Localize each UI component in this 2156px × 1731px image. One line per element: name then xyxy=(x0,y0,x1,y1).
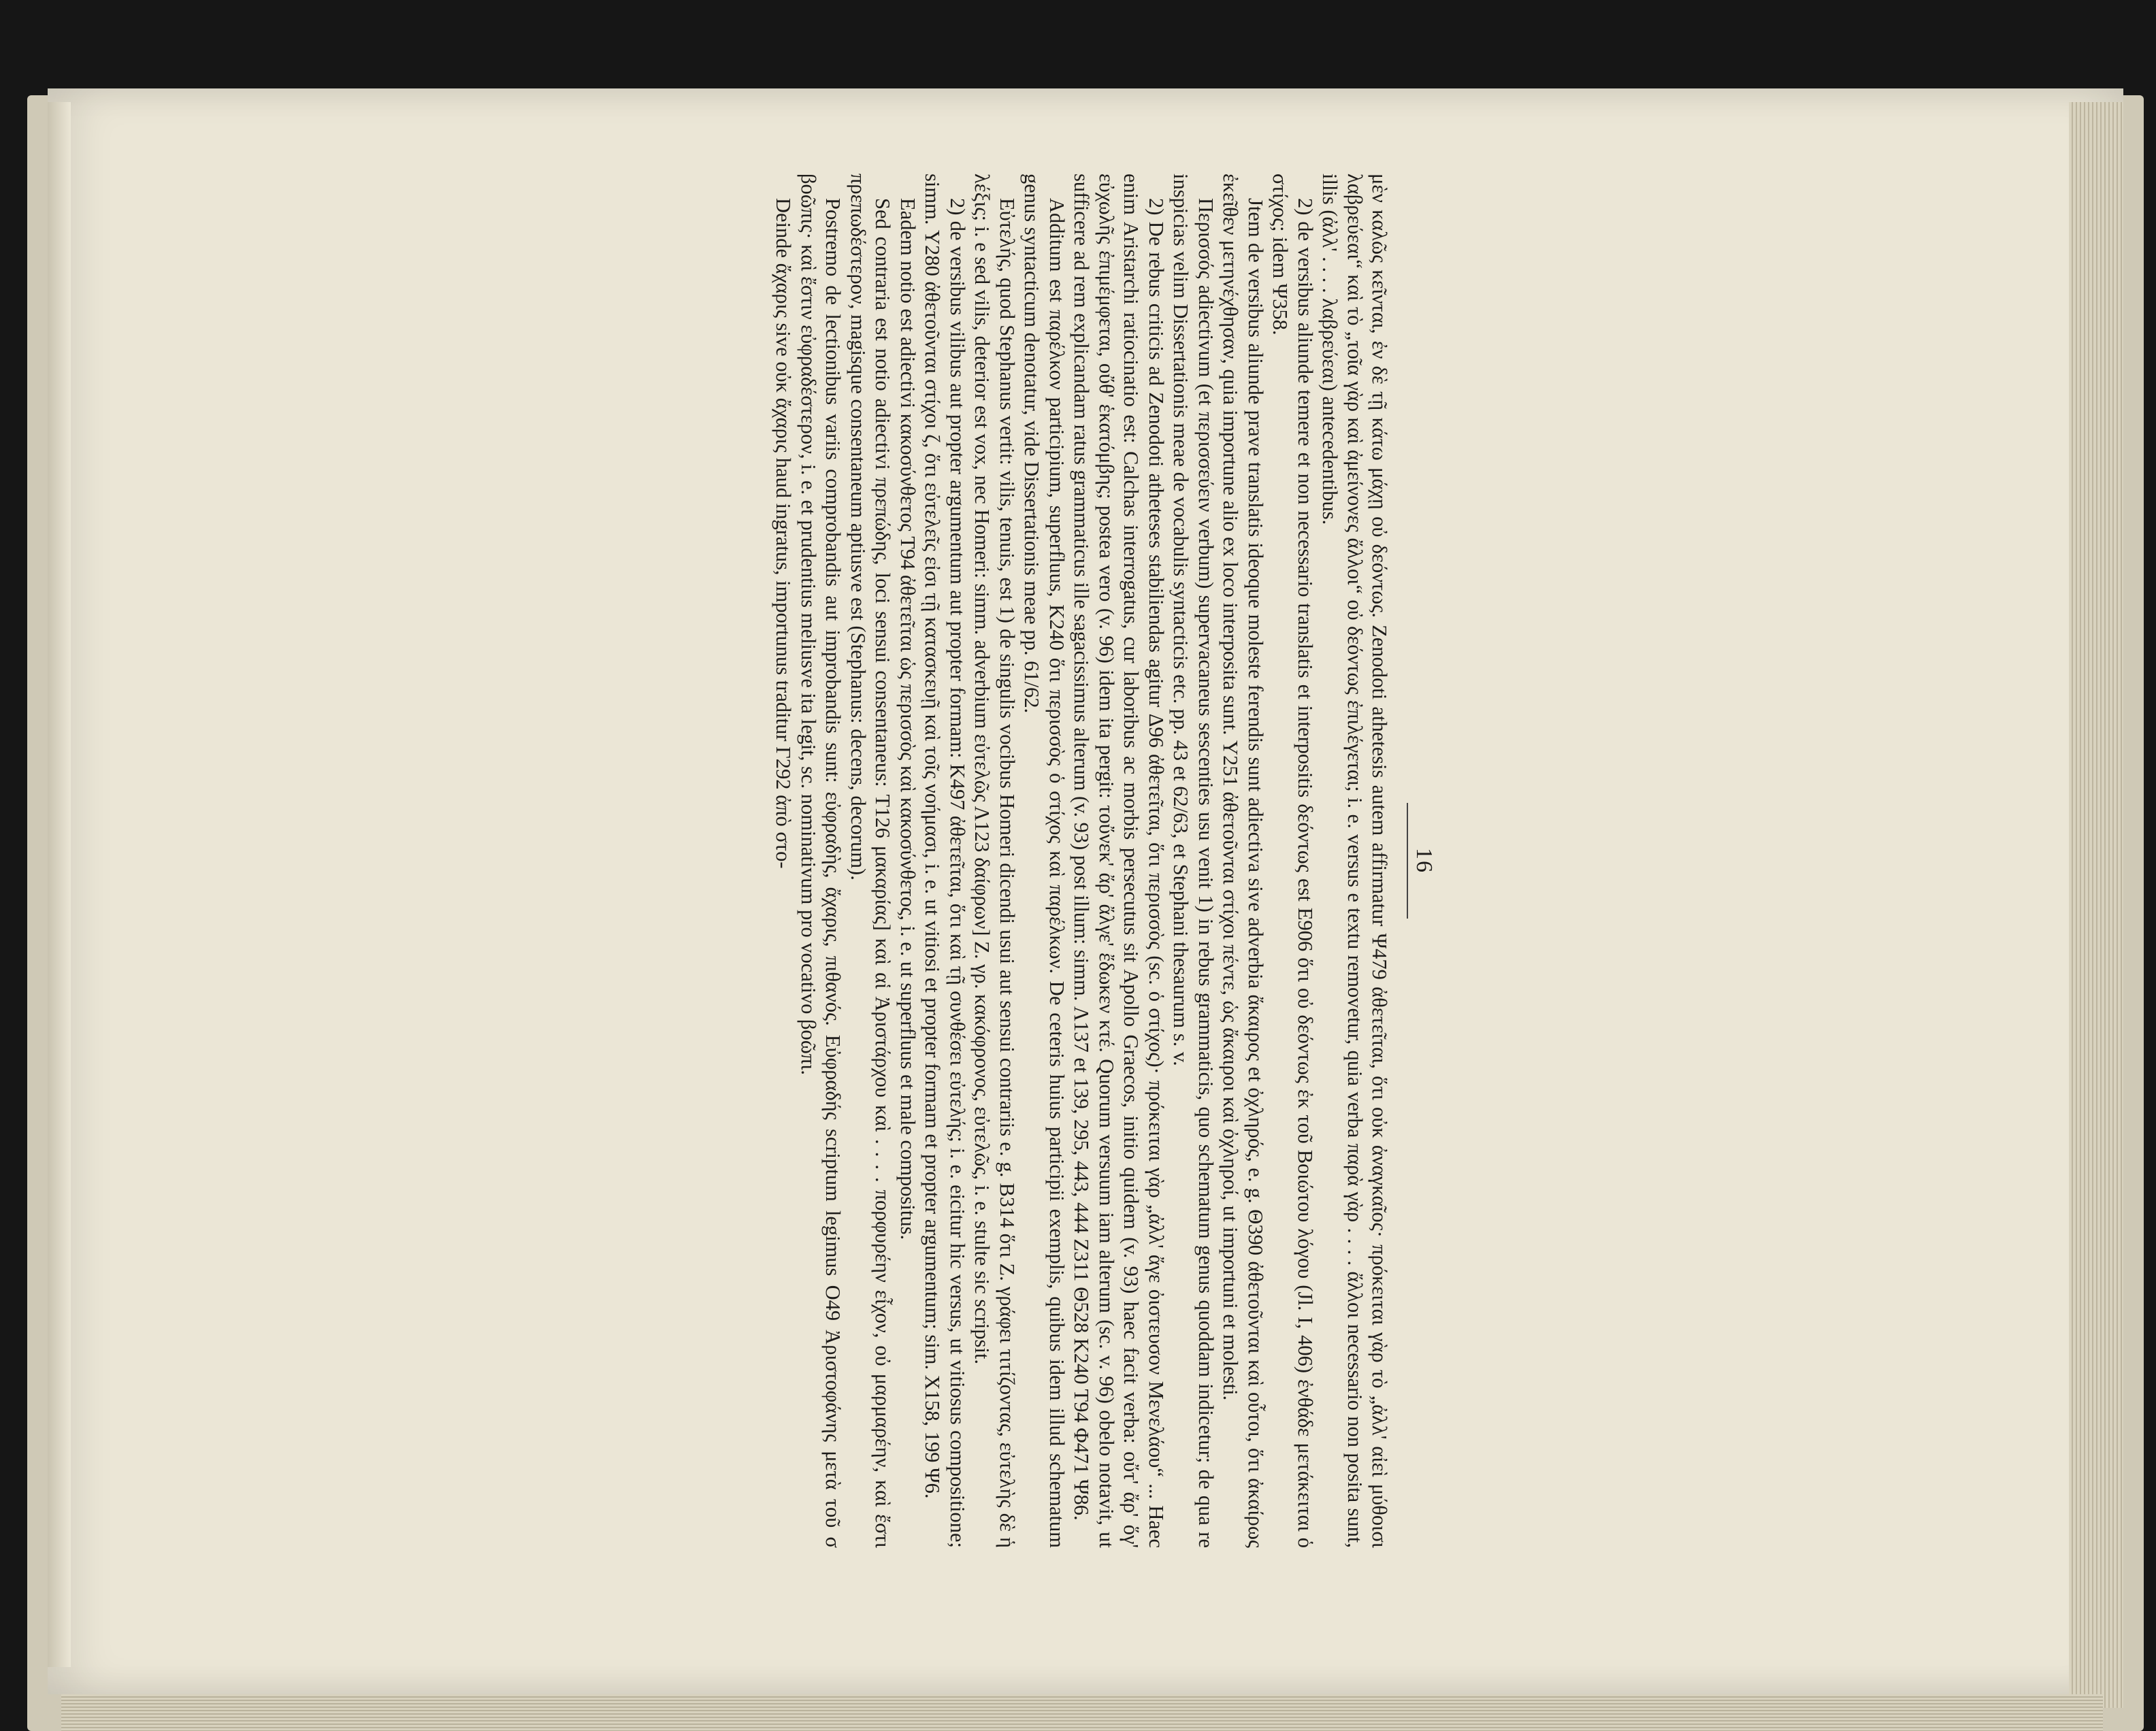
paragraph: 2) de versibus vilibus aut propter argumentum aut propter formam: Κ497 ἀθετεῖται, ὅτι καὶ τῇ συνθέσει εὐτελής; i. e. eicitur hic versus, ut vitiosus compositione; simm. Υ280 ἀθετοῦνται στίχοι ζ, ὅτι εὐτελεῖς εἰσι τῇ κατασκευῇ καὶ τοῖς νοήμασι, i. e. ut vitiosi et propter formam et propter argumentum; sim. Χ158, 199 Ψ6. xyxy=(921,174,969,1548)
paragraph: Jtem de versibus aliunde prave translatis ideoque moleste ferendis sunt adiectiva sive adverbia ἄκαιρος et ὀχληρός, e. g. Θ390 ἀθετοῦνται καὶ οὗτοι, ὅτι ἀκαίρως ἐκεῖθεν μετηνέχθησαν, quia importune alio ex loco interposita sunt. Υ251 ἀθετοῦνται στίχοι πέντε, ὡς ἄκαιροι καὶ ὀχληροί, ut importuni et molesti. xyxy=(1219,174,1267,1548)
paragraph: Περισσός adiectivum (et περισσεύειν verbum) supervacaneus sescenties usu venit 1) in rebus grammaticis, quo schematum genus quoddam indicetur; de qua re inspicias velim Dissertationis meae de vocabulis syntacticis etc. pp. 43 et 62/63, et Stephani thesaurum s. v. xyxy=(1169,174,1218,1548)
paragraph: μὲν καλῶς κεῖνται, ἐν δὲ τῇ κάτω μάχῃ οὐ δεόντως. Zenodoti athetesis autem affirmatur Ψ479 ἀθετεῖται, ὅτι οὐκ ἀναγκαῖος· πρόκειται γὰρ τὸ „ἀλλ' αἰεὶ μύθοισι λαβρεύεαι“ καὶ τὸ „τοῖα γὰρ καὶ ἀμείνονες ἄλλοι“ οὐ δεόντως ἐπιλέγεται; i. e. versus e textu removetur, quia verba παρὰ γὰρ . . . . ἄλλοι necessario non posita sunt, illis (ἀλλ' . . . . λαβρεύεαι) antecedentibus. xyxy=(1318,174,1392,1548)
paragraph: Postremo de lectionibus variis comprobandis aut improbandis sunt: εὐφραδὴς, ἄχαρις, πιθανός. Εὐφραδής scriptum legimus Ο49 Ἀριστοφάνης μετὰ τοῦ σ βοῶπις· καὶ ἔστιν εὐφραδέστερον, i. e. et prudentius meliusve ita legit, sc. nominativum pro vocativo βοῶπι. xyxy=(797,174,845,1548)
spine-shadow xyxy=(48,102,71,1667)
paragraph: 2) de versibus aliunde temere et non necessario translatis et interpositis δεόντως est Ε906 ὅτι οὐ δεόντως ἐκ τοῦ Βοιώτου λόγου (Jl. I, 406) ἐνθάδε μετάκειται ὁ στίχος; idem Ψ358. xyxy=(1269,174,1317,1548)
paragraph: Additum est παρέλκον participium, superfluus, Κ240 ὅτι περισσὸς ὁ στίχος καὶ παρέλκων. De ceteris huius participii exemplis, quibus idem illud schematum genus syntacticum denotatur, vide Dissertationis meae pp. 61/62. xyxy=(1020,174,1068,1548)
page-number: 16 xyxy=(1411,848,1437,874)
paragraph: Deinde ἄχαρις sive οὐκ ἄχαρις haud ingratus, importunus traditur Γ292 ἀπὸ στο- xyxy=(772,198,796,869)
rotated-text-block xyxy=(728,174,1436,1548)
paragraph: Sed contraria est notio adiectivi πρεπώδης, loci sensui consentaneus: Τ126 μακαρίας] καὶ αἱ Ἀριστάρχου καὶ . . . . πορφυρέην εἶχον, οὐ μαρμαρέην, καὶ ἔστι πρεπωδέστερον, magisque consentaneum aptiusve est (Stephanus: decens, decorum). xyxy=(847,174,895,1548)
body-text xyxy=(771,174,1392,1548)
paragraph: 2) De rebus criticis ad Zenodoti atheteses stabiliendas agitur Δ96 ἀθετεῖται, ὅτι περισσὸς (sc. ὁ στίχος)· πρόκειται γὰρ „ἀλλ' ἄγε ὀιστευσον Μενελάου“ ... Haec enim Aristarchi ratiocinatio est: Calchas interrogatus, cur laboribus ac morbis persecutus sit Apollo Graecos, initio quidem (v. 93) haec facit verba: οὔτ' ἄρ' ὅγ' εὐχωλῆς ἐπιμέμφεται, οὔθ' ἑκατόμβης; postea vero (v. 96) idem ita pergit: τοὔνεκ' ἄρ' ἄλγε' ἔδωκεν κτέ. Quorum versuum iam alterum (sc. v. 96) obelo notavit, ut sufficere ad rem explicandam ratus grammaticus ille sagacissimus alterum (v. 93) post illum: simm. Λ137 et 139, 295, 443, 444 Ζ311 Θ528 Κ240 Τ94 Φ471 Ψ86. xyxy=(1070,174,1168,1548)
page-stack-right xyxy=(2069,102,2123,1708)
paragraph: Εὐτελής, quod Stephanus vertit: vilis, tenuis, est 1) de singulis vocibus Homeri dicendi usui aut sensui contrariis e. g. Β314 ὅτι Ζ. γράφει τιτίζοντας, εὐτελὴς δὲ ἡ λέξις; i. e sed vilis, deterior est vox, nec Homeri: simm. adverbium εὐτελῶς Λ123 δαίφρων] Ζ. γρ. κακόφρονος, εὐτελῶς, i. e. stulte sic scripsit. xyxy=(970,174,1019,1548)
paragraph: Eadem notio est adiectivi κακοσύνθετος Τ94 ἀθετεῖται ὡς περισσὸς καὶ κακοσύνθετος, i. e. ut superfluus et male compositus. xyxy=(896,198,919,1240)
page-stack-bottom xyxy=(61,1694,2103,1731)
header-rule xyxy=(1407,803,1409,919)
